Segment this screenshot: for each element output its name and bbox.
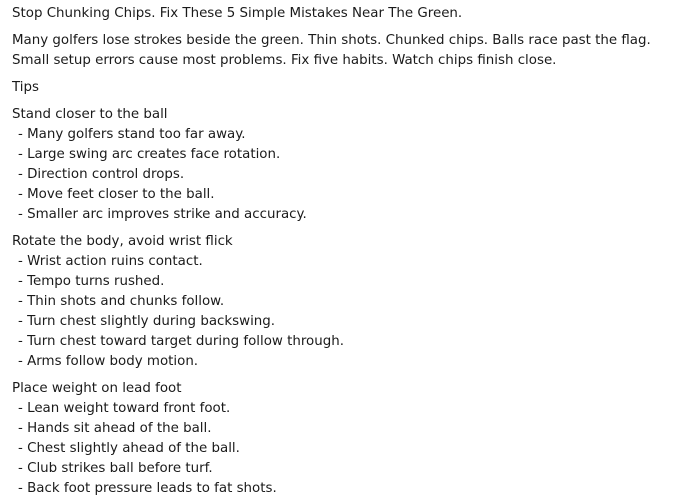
tip-item: - Many golfers stand too far away. [18,127,246,142]
tip-item: - Thin shots and chunks follow. [18,294,225,309]
tip-item: - Tempo turns rushed. [18,274,165,289]
tip-section-rotate-body [12,232,679,372]
tip-section-lead-foot [12,379,679,499]
tip-heading: Stand closer to the ball [12,107,168,122]
tip-section-stand-closer [12,105,679,225]
tip-item: - Wrist action ruins contact. [18,254,203,269]
tip-item: - Large swing arc creates face rotation. [18,147,281,162]
document-title: Stop Chunking Chips. Fix These 5 Simple Mistakes Near The Green. [12,6,463,21]
intro-line-1: Many golfers lose strokes beside the green. Thin shots. Chunked chips. Balls race past the flag. [12,33,651,48]
tips-heading: Tips [12,80,39,95]
tip-item: - Turn chest slightly during backswing. [18,314,276,329]
tip-item: - Club strikes ball before turf. [18,461,213,476]
tip-item: - Turn chest toward target during follow through. [18,334,344,349]
tip-item: - Hands sit ahead of the ball. [18,421,212,436]
tip-item: - Chest slightly ahead of the ball. [18,441,240,456]
tip-heading: Place weight on lead foot [12,381,182,396]
intro-line-2: Small setup errors cause most problems. Fix five habits. Watch chips finish close. [12,53,557,68]
tip-heading: Rotate the body, avoid wrist flick [12,234,233,249]
tip-item: - Back foot pressure leads to fat shots. [18,481,277,496]
tip-item: - Direction control drops. [18,167,185,182]
tip-item: - Smaller arc improves strike and accuracy. [18,207,307,222]
tip-item: - Arms follow body motion. [18,354,199,369]
tip-item: - Move feet closer to the ball. [18,187,215,202]
tip-item: - Lean weight toward front foot. [18,401,231,416]
